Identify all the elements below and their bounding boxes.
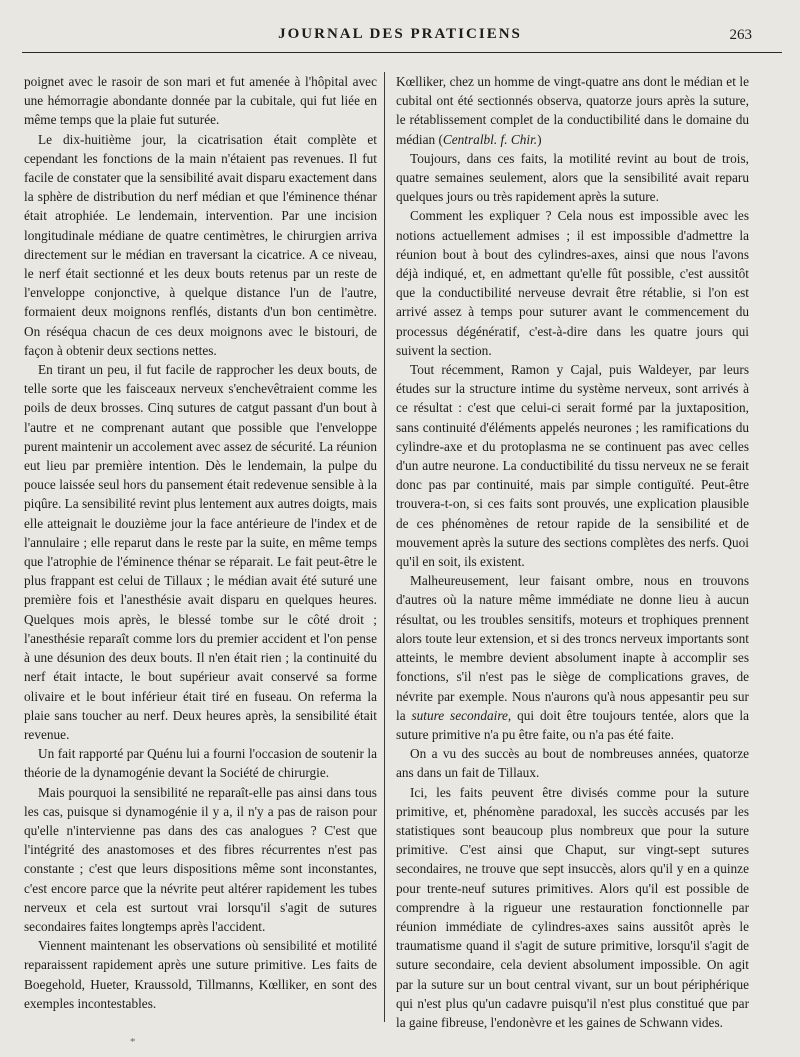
paragraph: Viennent maintenant les observations où sensibilité et motilité reparaissent rapidement après une suture primitive. Les faits de Boegehold, Hueter, Kraussold, Tillmanns, Kœlliker, en sont des exemples incontestables. <box>24 938 377 1011</box>
citation: Centralbl. f. Chir. <box>442 131 538 147</box>
page-number: 263 <box>729 27 752 43</box>
footer-mark: * <box>130 1036 136 1048</box>
paragraph <box>396 571 749 744</box>
paragraph-text: Kœlliker, chez un homme de vingt-quatre ans dont le médian et le cubital ont été sectionnés observa, quatorze jours après la suture, le rétablissement complet de la conductibilité dans le domaine du médian ( <box>396 74 749 147</box>
paragraph: Un fait rapporté par Quénu lui a fourni l'occasion de soutenir la théorie de la dynamogénie devant la Société de chirurgie. <box>24 746 377 781</box>
paragraph: Toujours, dans ces faits, la motilité revint au bout de trois, quatre semaines seulement, alors que la sensibilité avait reparu quelques jours ou très rapidement après la suture. <box>396 150 749 205</box>
right-column <box>396 72 749 1032</box>
paragraph: Le dix-huitième jour, la cicatrisation était complète et cependant les fonctions de la main n'étaient pas revenues. Il fut facile de constater que la sensibilité avait disparu exactement dans la sphère de distribution du nerf médian et que l'éminence thénar était atrophiée. Le lendemain, intervention. Par une incision longitudinale médiane de quatre centimètres, le chirurgien arriva directement sur le médian en traversant la cicatrice. A ce niveau, le nerf était sectionné et les deux bouts retenus par un reste de l'enveloppe conjonctive, à quelque distance l'un de l'autre, formaient deux moignons renflés, distants d'un bon centimètre. On réséqua chacun de ces deux moignons avec le bistouri, de façon à obtenir deux sections nettes. <box>24 131 377 358</box>
paragraph: Tout récemment, Ramon y Cajal, puis Waldeyer, par leurs études sur la structure intime du système nerveux, sont arrivés à ce résultat : c'est que celui-ci serait formé par la juxtaposition, sans continuité d'éléments appelés neurones ; les ramifications du cylindre-axe et du protoplasma ne se continuent pas avec celles d'un autre neurone. La conductibilité du tissu nerveux ne se ferait donc pas par continuité, mais par simple contiguïté. Peut-être trouvera-t-on, si ces faits sont prouvés, une explication plausible de ces phénomènes de retour rapide de la sensibilité et de mouvement après la suture des sections complètes des nerfs. Quoi qu'il en soit, ils existent. <box>396 362 749 570</box>
paragraph-text: Malheureusement, leur faisant ombre, nous en trouvons d'autres où la nature même immédiate ne donne lieu à aucun résultat, ou les troubles sensitifs, moteurs et trophiques prennent alors toute leur extension, et si des troncs nerveux importants sont atteints, le membre devient absolument inapte à accomplir ses fonctions, s'il n'est pas le siège de complications graves, de névrite par exemple. Nous n'aurons qu'à nous appesantir peu sur la <box>396 573 749 723</box>
header-rule <box>22 52 782 53</box>
paragraph: Comment les expliquer ? Cela nous est impossible avec les notions actuellement admises ; il est impossible d'admettre la réunion bout à bout des cylindres-axes, ainsi que nous l'avons déjà indiqué, et, en admettant qu'elle fût possible, c'est aussitôt que la conductibilité nerveuse devrait être rétablie, si l'on est arrivé assez à temps pour suturer avant le commencement du processus dégénératif, c'est-à-dire dans les quatre jours qui suivent la section. <box>396 208 749 358</box>
page-header <box>0 0 800 60</box>
left-column <box>24 72 377 1013</box>
paragraph: En tirant un peu, il fut facile de rapprocher les deux bouts, de telle sorte que les faisceaux nerveux s'enchevêtraient comme les poils de deux brosses. Cinq sutures de catgut passant d'un bout à l'autre et ne comprenant autant que possible que l'enveloppe purent maintenir un accolement avec assez de sécurité. La réunion eut lieu par première intention. Dès le lendemain, la pulpe du pouce laissée seul hors du pansement était redevenue sensible à la piqûre. La sensibilité revint plus lentement aux autres doigts, mais elle atteignait le douzième jour la face antérieure de l'index et de l'annulaire ; elle reparut dans le reste par la suite, en même temps que l'atrophie de l'éminence thénar se réparait. Le fait peut-être le plus frappant est celui de Tillaux ; le médian avait été suturé une première fois et l'anesthésie avait disparu en quelques heures. Quelques mois après, le blessé tombe sur le côté droit ; l'anesthésie reparaît comme lors du premier accident et l'on pense à une désunion des deux bouts. Il n'en était rien ; la continuité du nerf était intacte, le bout supérieur avait conservé sa forme olivaire et le bout inférieur était tiré en fuseau. On referma la plaie sans toucher au nerf. Deux heures après, la sensibilité était revenue. <box>24 362 377 742</box>
running-head: JOURNAL DES PRATICIENS <box>278 26 522 42</box>
paragraph: On a vu des succès au bout de nombreuses années, quatorze ans dans un fait de Tillaux. <box>396 746 749 781</box>
emphasis: suture secondaire <box>411 707 508 723</box>
paragraph: poignet avec le rasoir de son mari et fut amenée à l'hôpital avec une hémorragie abondante donnée par la cubitale, qui fut liée en même temps que la plaie fut suturée. <box>24 74 377 128</box>
paragraph: Ici, les faits peuvent être divisés comme pour la suture primitive, et, phénomène paradoxal, les succès accusés par les statistiques sont beaucoup plus nombreux que pour la suture primitive. C'est ainsi que Chaput, sur vingt-sept sutures secondaires, ne trouve que sept insuccès, alors qu'il y en a quinze pour trente-neuf sutures primitives. Alors qu'il est possible de comprendre à la rigueur une restauration fonctionnelle par réunion immédiate de cylindres-axes sains aussitôt après le traumatisme quand il s'agit de suture primitive, lorsqu'il s'agit de suture secondaire, cela devient absolument impossible. On agit par la suture sur un bout central vivant, sur un bout périphérique qui n'est plus qu'un cadavre puisqu'il n'est plus constitué que par la gaine fibreuse, l'endonèvre et les gaines de Schwann vides. <box>396 784 749 1030</box>
paragraph <box>396 72 749 149</box>
paragraph-text: ) <box>537 131 542 147</box>
paragraph: Mais pourquoi la sensibilité ne reparaît-elle pas ainsi dans tous les cas, puisque si dynamogénie il y a, il n'y a pas de raison pour qu'elle n'intervienne pas dans des cas analogues ? C'est que l'intégrité des anastomoses et des fibres récurrentes n'est pas constante ; c'est que leurs dispositions même sont inconstantes, c'est encore parce que la névrite peut altérer rapidement les tubes nerveux et cela est surtout vrai lorsqu'il s'agit de sutures secondaires faites longtemps après l'accident. <box>24 784 377 934</box>
paragraph-text: , qui doit être toujours tentée, alors que la suture primitive n'a pu être faite, ou n'a pas été faite. <box>396 707 749 742</box>
column-divider <box>384 72 385 1022</box>
